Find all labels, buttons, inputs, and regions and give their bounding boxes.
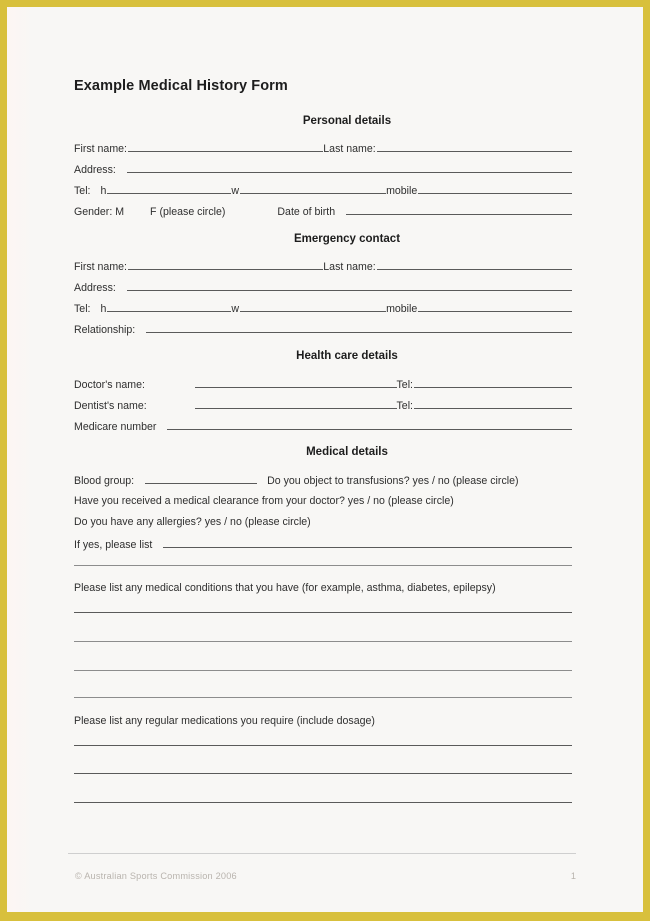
field-row-personal-address bbox=[74, 162, 572, 179]
field-row-emergency-tel bbox=[74, 301, 572, 318]
emergency-first-name-label: First name: bbox=[74, 261, 127, 273]
gender-female-option[interactable]: F (please circle) bbox=[150, 206, 226, 218]
medical-clearance-question[interactable]: Have you received a medical clearance from your doctor? yes / no (please circle) bbox=[74, 495, 454, 507]
if-yes-please-list-label: If yes, please list bbox=[74, 539, 153, 551]
emergency-last-name-label: Last name: bbox=[323, 261, 376, 273]
emergency-tel-mobile-label: mobile bbox=[386, 303, 418, 315]
medications-prompt: Please list any regular medications you require (include dosage) bbox=[74, 715, 375, 727]
medications-line-1[interactable] bbox=[74, 745, 572, 746]
section-heading-health-care-details: Health care details bbox=[296, 350, 398, 362]
emergency-last-name-input[interactable] bbox=[377, 259, 572, 270]
footer-page-number: 1 bbox=[570, 871, 576, 881]
first-name-input[interactable] bbox=[128, 141, 323, 152]
tel-home-input[interactable] bbox=[107, 183, 231, 194]
date-of-birth-label: Date of birth bbox=[277, 206, 336, 218]
dentist-name-label: Dentist's name: bbox=[74, 400, 147, 412]
field-row-personal-gender-dob bbox=[74, 204, 572, 221]
section-heading-emergency-contact: Emergency contact bbox=[293, 233, 401, 245]
footer-copyright: © Australian Sports Commission 2006 bbox=[75, 871, 237, 881]
address-input[interactable] bbox=[127, 162, 572, 173]
dentist-name-input[interactable] bbox=[195, 398, 397, 409]
medicare-number-input[interactable] bbox=[167, 419, 572, 430]
medical-conditions-line-4[interactable] bbox=[74, 697, 572, 698]
tel-home-label: h bbox=[100, 185, 107, 197]
field-row-blood-group bbox=[74, 473, 572, 490]
doctor-name-label: Doctor's name: bbox=[74, 379, 145, 391]
medical-conditions-line-2[interactable] bbox=[74, 641, 572, 642]
tel-label: Tel: bbox=[74, 185, 91, 197]
emergency-address-label: Address: bbox=[74, 282, 116, 294]
emergency-tel-work-label: w bbox=[231, 303, 240, 315]
medical-conditions-line-3[interactable] bbox=[74, 670, 572, 671]
emergency-address-input[interactable] bbox=[127, 280, 572, 291]
emergency-tel-work-input[interactable] bbox=[240, 301, 386, 312]
last-name-input[interactable] bbox=[377, 141, 572, 152]
doctor-name-input[interactable] bbox=[195, 377, 397, 388]
medicare-number-label: Medicare number bbox=[74, 421, 157, 433]
emergency-tel-home-label: h bbox=[100, 303, 107, 315]
tel-mobile-input[interactable] bbox=[418, 183, 572, 194]
medical-conditions-prompt: Please list any medical conditions that you have (for example, asthma, diabetes, epilepsy) bbox=[74, 582, 496, 594]
first-name-label: First name: bbox=[74, 143, 127, 155]
blood-group-label: Blood group: bbox=[74, 475, 135, 487]
emergency-tel-mobile-input[interactable] bbox=[418, 301, 572, 312]
address-label: Address: bbox=[74, 164, 116, 176]
date-of-birth-input[interactable] bbox=[346, 204, 572, 215]
tel-work-label: w bbox=[231, 185, 240, 197]
emergency-tel-home-input[interactable] bbox=[107, 301, 231, 312]
dentist-tel-input[interactable] bbox=[414, 398, 572, 409]
medical-conditions-line-1[interactable] bbox=[74, 612, 572, 613]
scanned-paper bbox=[7, 7, 643, 912]
relationship-input[interactable] bbox=[146, 322, 572, 333]
last-name-label: Last name: bbox=[323, 143, 376, 155]
relationship-label: Relationship: bbox=[74, 324, 136, 336]
doctor-tel-label: Tel: bbox=[396, 379, 413, 391]
gender-label[interactable]: Gender: M bbox=[74, 206, 125, 218]
field-row-emergency-name bbox=[74, 259, 572, 276]
field-row-medicare bbox=[74, 419, 572, 436]
dentist-tel-label: Tel: bbox=[396, 400, 413, 412]
page-title: Example Medical History Form bbox=[74, 78, 288, 94]
allergies-list-input-line-2[interactable] bbox=[74, 565, 572, 566]
field-row-emergency-address bbox=[74, 280, 572, 297]
allergies-question[interactable]: Do you have any allergies? yes / no (please circle) bbox=[74, 516, 311, 528]
field-row-personal-name bbox=[74, 141, 572, 158]
emergency-tel-label: Tel: bbox=[74, 303, 91, 315]
field-row-emergency-relationship bbox=[74, 322, 572, 339]
doctor-tel-input[interactable] bbox=[414, 377, 572, 388]
footer-divider bbox=[68, 853, 576, 854]
section-heading-personal-details: Personal details bbox=[302, 115, 392, 127]
field-row-doctor bbox=[74, 377, 572, 394]
allergies-list-input-line-1[interactable] bbox=[163, 537, 572, 548]
field-row-personal-tel bbox=[74, 183, 572, 200]
emergency-first-name-input[interactable] bbox=[128, 259, 323, 270]
transfusions-question[interactable]: Do you object to transfusions? yes / no (please circle) bbox=[267, 475, 519, 487]
form-document bbox=[7, 7, 643, 912]
field-row-allergies-list bbox=[74, 537, 572, 554]
tel-mobile-label: mobile bbox=[386, 185, 418, 197]
medications-line-2[interactable] bbox=[74, 773, 572, 774]
blood-group-input[interactable] bbox=[145, 473, 257, 484]
tel-work-input[interactable] bbox=[240, 183, 386, 194]
field-row-dentist bbox=[74, 398, 572, 415]
medications-line-3[interactable] bbox=[74, 802, 572, 803]
section-heading-medical-details: Medical details bbox=[306, 446, 388, 458]
